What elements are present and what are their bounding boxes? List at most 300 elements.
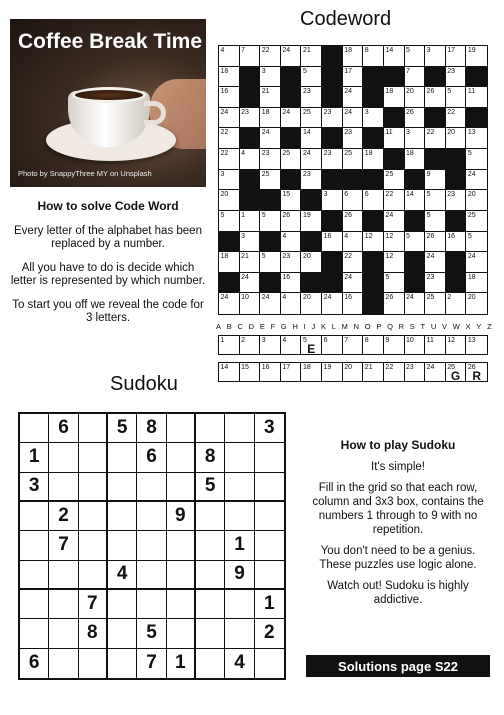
codeword-cell[interactable]: 24 [260, 128, 281, 149]
codeword-cell[interactable]: 5 [260, 252, 281, 273]
sudoku-given-cell: 7 [49, 531, 78, 560]
codeword-cell[interactable]: 21 [301, 46, 322, 67]
codeword-cell[interactable]: 11 [384, 128, 405, 149]
codeword-black-cell [363, 170, 384, 191]
sudoku-empty-cell[interactable] [108, 502, 137, 531]
sudoku-empty-cell[interactable] [225, 443, 254, 472]
sudoku-empty-cell[interactable] [137, 502, 166, 531]
sudoku-howto-paragraph: Fill in the grid so that each row, column and 3x3 box, contains the numbers 1 through to 9 with no repetition. [312, 482, 484, 536]
codeword-cell[interactable]: 24 [343, 108, 364, 129]
sudoku-empty-cell[interactable] [255, 502, 284, 531]
codeword-key-cell[interactable] [363, 336, 384, 354]
codeword-black-cell [363, 273, 384, 294]
codeword-title: Codeword [300, 8, 392, 30]
sudoku-empty-cell[interactable] [137, 590, 166, 619]
alphabet-letter: F [270, 322, 276, 331]
sudoku-empty-cell[interactable] [196, 414, 225, 443]
sudoku-given-cell: 6 [49, 414, 78, 443]
codeword-cell[interactable]: 5 [425, 211, 446, 232]
sudoku-given-cell: 5 [196, 473, 225, 502]
codeword-black-cell [363, 67, 384, 88]
codeword-black-cell [240, 67, 261, 88]
codeword-cell[interactable]: 2 [446, 293, 467, 314]
codeword-key-cell[interactable] [363, 363, 384, 381]
codeword-cell[interactable]: 14 [301, 128, 322, 149]
codeword-cell[interactable]: 20 [219, 190, 240, 211]
sudoku-empty-cell[interactable] [108, 619, 137, 648]
sudoku-empty-cell[interactable] [20, 502, 49, 531]
sudoku-empty-cell[interactable] [108, 649, 137, 678]
sudoku-given-cell: 1 [167, 649, 196, 678]
alphabet-letter: I [303, 322, 306, 331]
codeword-cell[interactable]: 23 [446, 67, 467, 88]
sudoku-howto-paragraph: You don't need to be a genius. These puzzles use logic alone. [319, 545, 477, 571]
codeword-cell[interactable]: 10 [240, 293, 261, 314]
sudoku-howto-paragraph: It's simple! [371, 461, 425, 473]
sudoku-empty-cell[interactable] [167, 443, 196, 472]
codeword-key-number: 12 [447, 337, 456, 344]
codeword-cell[interactable]: 20 [467, 294, 476, 302]
codeword-cell[interactable]: 12 [363, 232, 384, 253]
codeword-cell[interactable]: 5 [466, 232, 487, 253]
codeword-key-number: 3 [261, 337, 266, 344]
codeword-cell[interactable]: 24 [466, 170, 487, 191]
sudoku-given-cell: 1 [20, 443, 49, 472]
codeword-cell[interactable]: 20 [405, 87, 426, 108]
codeword-key-cell[interactable] [322, 336, 343, 354]
codeword-cell[interactable]: 23 [240, 108, 261, 129]
codeword-black-cell [405, 252, 426, 273]
codeword-cell[interactable]: 17 [343, 67, 364, 88]
codeword-cell[interactable]: 19 [301, 211, 322, 232]
codeword-cell[interactable]: 3 [322, 190, 343, 211]
codeword-cell[interactable]: 5 [405, 46, 426, 67]
codeword-black-cell [219, 232, 240, 253]
codeword-black-cell [363, 211, 384, 232]
solutions-banner: Solutions page S22 [306, 655, 490, 677]
codeword-cell[interactable]: 16 [446, 232, 467, 253]
codeword-key-cell[interactable] [343, 363, 364, 381]
codeword-black-cell [301, 232, 322, 253]
codeword-cell[interactable]: 20 [466, 190, 487, 211]
sudoku-empty-cell[interactable] [79, 414, 108, 443]
codeword-cell[interactable]: 16 [219, 87, 240, 108]
codeword-black-cell [322, 87, 343, 108]
alphabet-letter: A [216, 322, 222, 331]
sudoku-given-cell: 7 [79, 590, 108, 619]
sudoku-empty-cell[interactable] [196, 619, 225, 648]
sudoku-given-cell: 8 [79, 619, 108, 648]
codeword-cell[interactable]: 4 [343, 232, 364, 253]
codeword-cell[interactable]: 23 [301, 170, 322, 191]
codeword-key-cell[interactable] [301, 363, 322, 381]
codeword-cell[interactable]: 23 [281, 252, 302, 273]
codeword-black-cell [405, 211, 426, 232]
alphabet-letter: L [331, 322, 336, 331]
sudoku-given-cell: 5 [108, 414, 137, 443]
codeword-cell[interactable]: 24 [405, 293, 426, 314]
sudoku-empty-cell[interactable] [196, 531, 225, 560]
codeword-key-number: 2 [241, 337, 246, 344]
codeword-cell[interactable]: 16 [281, 273, 302, 294]
codeword-black-cell [363, 128, 384, 149]
sudoku-empty-cell[interactable] [108, 443, 137, 472]
codeword-cell[interactable]: 3 [240, 232, 261, 253]
codeword-cell[interactable]: 22 [446, 108, 467, 129]
codeword-cell[interactable]: 4 [219, 46, 240, 67]
codeword-black-cell [301, 273, 322, 294]
codeword-black-cell [446, 273, 467, 294]
codeword-cell[interactable]: 24 [322, 293, 343, 314]
codeword-cell[interactable]: 20 [446, 128, 467, 149]
sudoku-empty-cell[interactable] [255, 531, 284, 560]
codeword-key-row-2 [218, 362, 488, 382]
codeword-cell[interactable]: 24 [466, 252, 487, 273]
codeword-cell[interactable]: 18 [363, 149, 384, 170]
codeword-black-cell [425, 149, 446, 170]
sudoku-empty-cell[interactable] [167, 590, 196, 619]
codeword-black-cell [446, 149, 467, 170]
codeword-cell[interactable]: 5 [446, 87, 467, 108]
codeword-cell[interactable]: 19 [466, 46, 487, 67]
codeword-cell[interactable]: 25 [466, 211, 487, 232]
sudoku-given-cell: 6 [137, 443, 166, 472]
codeword-cell[interactable]: 22 [219, 149, 240, 170]
codeword-cell[interactable]: 3 [363, 108, 384, 129]
codeword-key-cell[interactable] [219, 363, 240, 381]
codeword-black-cell [322, 211, 343, 232]
codeword-cell[interactable]: 24 [281, 46, 302, 67]
codeword-key-cell[interactable] [240, 336, 261, 354]
codeword-cell[interactable]: 18 [466, 273, 487, 294]
sudoku-empty-cell[interactable] [20, 561, 49, 590]
codeword-black-cell [384, 67, 405, 88]
codeword-cell[interactable]: 23 [446, 190, 467, 211]
codeword-cell[interactable]: 12 [384, 252, 405, 273]
codeword-cell[interactable]: 21 [260, 87, 281, 108]
codeword-key-number: 21 [364, 364, 373, 371]
codeword-key-cell[interactable] [425, 363, 446, 381]
sudoku-empty-cell[interactable] [49, 590, 78, 619]
codeword-key-cell[interactable] [384, 363, 405, 381]
sudoku-empty-cell[interactable] [167, 414, 196, 443]
codeword-key-cell[interactable] [466, 363, 487, 381]
sudoku-empty-cell[interactable] [167, 531, 196, 560]
codeword-black-cell [425, 67, 446, 88]
codeword-black-cell [281, 128, 302, 149]
sudoku-empty-cell[interactable] [167, 473, 196, 502]
codeword-key-number: 14 [220, 364, 229, 371]
codeword-cell[interactable]: 16 [343, 293, 364, 314]
codeword-cell[interactable]: 14 [405, 190, 426, 211]
sudoku-given-cell: 2 [255, 619, 284, 648]
codeword-key-cell[interactable] [240, 363, 261, 381]
codeword-key-number: 23 [406, 364, 414, 371]
codeword-cell[interactable]: 23 [260, 149, 281, 170]
codeword-cell[interactable]: 18 [219, 252, 240, 273]
codeword-cell[interactable]: 6 [363, 190, 384, 211]
codeword-key-cell[interactable] [260, 336, 281, 354]
sudoku-given-cell: 9 [225, 561, 254, 590]
alphabet-letter: E [259, 322, 265, 331]
codeword-cell[interactable]: 5 [219, 211, 240, 232]
codeword-cell[interactable]: 3 [219, 170, 240, 191]
codeword-key-number: 6 [323, 337, 328, 344]
codeword-cell[interactable]: 16 [322, 232, 343, 253]
codeword-cell[interactable]: 22 [425, 128, 446, 149]
codeword-cell[interactable]: 4 [240, 149, 261, 170]
codeword-cell[interactable]: 25 [343, 149, 364, 170]
codeword-cell[interactable]: 3 [425, 46, 446, 67]
codeword-key-cell[interactable] [281, 363, 302, 381]
codeword-cell[interactable]: 9 [425, 170, 446, 191]
sudoku-empty-cell[interactable] [79, 502, 108, 531]
sudoku-empty-cell[interactable] [108, 531, 137, 560]
codeword-cell[interactable]: 12 [384, 232, 405, 253]
codeword-key-number: 8 [364, 337, 369, 344]
sudoku-empty-cell[interactable] [49, 443, 78, 472]
codeword-cell[interactable]: 6 [343, 190, 364, 211]
codeword-key-cell[interactable] [260, 363, 281, 381]
codeword-black-cell [425, 108, 446, 129]
codeword-cell[interactable]: 5 [466, 149, 487, 170]
sudoku-given-cell: 9 [167, 502, 196, 531]
sudoku-empty-cell[interactable] [196, 590, 225, 619]
alphabet-letter: J [311, 322, 316, 331]
codeword-cell[interactable]: 22 [343, 252, 364, 273]
sudoku-empty-cell[interactable] [225, 619, 254, 648]
codeword-key-cell[interactable] [446, 363, 467, 381]
sudoku-empty-cell[interactable] [137, 531, 166, 560]
codeword-cell[interactable]: 24 [240, 273, 261, 294]
sudoku-empty-cell[interactable] [137, 561, 166, 590]
sudoku-empty-cell[interactable] [225, 590, 254, 619]
codeword-key-number: 19 [323, 364, 332, 371]
codeword-cell[interactable]: 23 [343, 128, 364, 149]
alphabet-letter: U [430, 322, 437, 331]
alphabet-row [216, 322, 492, 331]
codeword-cell[interactable]: 25 [425, 293, 446, 314]
sudoku-empty-cell[interactable] [137, 473, 166, 502]
sudoku-given-cell: 2 [49, 502, 78, 531]
codeword-cell[interactable]: 24 [343, 273, 364, 294]
codeword-cell[interactable]: 18 [260, 108, 281, 129]
codeword-cell[interactable]: 5 [405, 232, 426, 253]
sudoku-empty-cell[interactable] [255, 561, 284, 590]
codeword-black-cell [363, 87, 384, 108]
sudoku-empty-cell[interactable] [79, 473, 108, 502]
codeword-cell[interactable]: 5 [260, 211, 281, 232]
sudoku-given-cell: 4 [108, 561, 137, 590]
sudoku-empty-cell[interactable] [225, 502, 254, 531]
alphabet-letter: C [237, 322, 243, 331]
sudoku-empty-cell[interactable] [49, 649, 78, 678]
sudoku-empty-cell[interactable] [20, 590, 49, 619]
codeword-cell[interactable]: 23 [322, 149, 343, 170]
codeword-cell[interactable]: 23 [322, 108, 343, 129]
sudoku-empty-cell[interactable] [108, 473, 137, 502]
codeword-key-cell[interactable] [301, 336, 322, 354]
codeword-cell[interactable]: 5 [384, 273, 405, 294]
codeword-black-cell [322, 273, 343, 294]
codeword-cell[interactable]: 5 [425, 190, 446, 211]
photo-credit: Photo by SnappyThree MY on Unsplash [18, 169, 152, 178]
sudoku-empty-cell[interactable] [49, 473, 78, 502]
codeword-black-cell [240, 128, 261, 149]
codeword-black-cell [405, 170, 426, 191]
codeword-cell[interactable]: 26 [425, 232, 446, 253]
codeword-key-letter: R [472, 369, 482, 383]
codeword-cell[interactable]: 24 [260, 293, 281, 314]
codeword-cell[interactable]: 18 [343, 46, 364, 67]
alphabet-letter: N [353, 322, 359, 331]
codeword-black-cell [281, 170, 302, 191]
sudoku-empty-cell[interactable] [255, 473, 284, 502]
codeword-cell[interactable]: 21 [240, 252, 261, 273]
sudoku-empty-cell[interactable] [108, 590, 137, 619]
codeword-key-number: 17 [282, 364, 291, 371]
codeword-cell[interactable]: 23 [301, 87, 322, 108]
alphabet-letter: O [364, 322, 371, 331]
photo-title: Coffee Break Time [18, 30, 203, 53]
codeword-cell[interactable]: 25 [384, 170, 405, 191]
codeword-cell[interactable]: 23 [425, 273, 446, 294]
codeword-cell[interactable]: 3 [405, 128, 426, 149]
codeword-cell[interactable]: 24 [384, 211, 405, 232]
codeword-cell[interactable]: 24 [281, 108, 302, 129]
codeword-cell[interactable]: 20 [301, 252, 322, 273]
codeword-cell[interactable]: 14 [384, 46, 405, 67]
sudoku-empty-cell[interactable] [167, 619, 196, 648]
sudoku-grid [18, 412, 286, 680]
codeword-cell[interactable]: 26 [281, 211, 302, 232]
codeword-cell[interactable]: 7 [240, 46, 261, 67]
codeword-cell[interactable]: 26 [405, 108, 426, 129]
alphabet-letter: D [248, 322, 255, 331]
sudoku-empty-cell[interactable] [20, 414, 49, 443]
codeword-cell[interactable]: 25 [281, 149, 302, 170]
codeword-key-cell[interactable] [322, 363, 343, 381]
codeword-cell[interactable]: 26 [384, 293, 405, 314]
codeword-key-cell[interactable] [405, 336, 426, 354]
codeword-black-cell [260, 190, 281, 211]
sudoku-empty-cell[interactable] [255, 649, 284, 678]
codeword-black-cell [446, 211, 467, 232]
codeword-cell[interactable]: 8 [363, 46, 384, 67]
codeword-cell[interactable]: 18 [405, 149, 426, 170]
codeword-cell[interactable]: 26 [343, 211, 364, 232]
codeword-cell[interactable]: 24 [343, 87, 364, 108]
alphabet-letter: Y [476, 322, 482, 331]
codeword-cell[interactable]: 4 [281, 232, 302, 253]
codeword-key-number: 26 [467, 364, 476, 371]
codeword-cell[interactable]: 17 [446, 46, 467, 67]
codeword-cell[interactable]: 18 [384, 87, 405, 108]
codeword-black-cell [446, 252, 467, 273]
sudoku-empty-cell[interactable] [196, 649, 225, 678]
sudoku-empty-cell[interactable] [225, 414, 254, 443]
sudoku-empty-cell[interactable] [49, 561, 78, 590]
codeword-key-number: 15 [241, 364, 249, 371]
sudoku-empty-cell[interactable] [196, 502, 225, 531]
codeword-key-cell[interactable] [219, 336, 240, 354]
sudoku-empty-cell[interactable] [20, 531, 49, 560]
codeword-black-cell [322, 67, 343, 88]
codeword-key-cell[interactable] [446, 336, 467, 354]
codeword-key-cell[interactable] [384, 336, 405, 354]
codeword-cell[interactable]: 13 [466, 128, 487, 149]
codeword-black-cell [301, 190, 322, 211]
codeword-key-cell[interactable] [343, 336, 364, 354]
codeword-key-cell[interactable] [466, 336, 487, 354]
codeword-key-cell[interactable] [405, 363, 426, 381]
codeword-black-cell [281, 87, 302, 108]
codeword-cell[interactable]: 22 [219, 128, 240, 149]
sudoku-howto-paragraph: Watch out! Sudoku is highly addictive. [327, 580, 469, 606]
sudoku-empty-cell[interactable] [20, 619, 49, 648]
sudoku-empty-cell[interactable] [167, 561, 196, 590]
codeword-key-number: 9 [385, 337, 390, 344]
codeword-cell[interactable]: 24 [425, 252, 446, 273]
sudoku-empty-cell[interactable] [79, 531, 108, 560]
codeword-cell[interactable]: 11 [466, 87, 487, 108]
sudoku-given-cell: 6 [20, 649, 49, 678]
codeword-black-cell [322, 46, 343, 67]
sudoku-empty-cell[interactable] [196, 561, 225, 590]
sudoku-given-cell: 1 [255, 590, 284, 619]
codeword-cell[interactable]: 24 [301, 149, 322, 170]
codeword-cell[interactable]: 26 [425, 87, 446, 108]
codeword-cell[interactable]: 25 [301, 108, 322, 129]
sudoku-empty-cell[interactable] [79, 443, 108, 472]
codeword-cell[interactable]: 1 [240, 211, 261, 232]
codeword-key-number: 25 [447, 364, 456, 371]
codeword-black-cell [343, 170, 364, 191]
codeword-cell[interactable]: 20 [301, 293, 322, 314]
codeword-cell[interactable]: 22 [384, 190, 405, 211]
sudoku-empty-cell[interactable] [255, 443, 284, 472]
codeword-black-cell [363, 293, 384, 314]
codeword-black-cell [240, 87, 261, 108]
codeword-cell[interactable]: 24 [219, 293, 240, 314]
codeword-cell[interactable]: 3 [260, 67, 281, 88]
codeword-cell[interactable]: 18 [219, 67, 240, 88]
alphabet-letter: W [452, 322, 460, 331]
codeword-cell[interactable]: 22 [260, 46, 281, 67]
codeword-key-row-1 [218, 335, 488, 355]
codeword-cell[interactable]: 5 [301, 67, 322, 88]
codeword-key-cell[interactable] [425, 336, 446, 354]
alphabet-letter: P [376, 322, 382, 331]
codeword-cell[interactable]: 7 [405, 67, 426, 88]
codeword-cell[interactable]: 15 [281, 190, 302, 211]
sudoku-empty-cell[interactable] [79, 561, 108, 590]
alphabet-letter: Z [487, 322, 492, 331]
codeword-key-number: 24 [426, 364, 435, 371]
codeword-cell[interactable]: 25 [260, 170, 281, 191]
sudoku-empty-cell[interactable] [79, 649, 108, 678]
sudoku-given-cell: 4 [225, 649, 254, 678]
sudoku-given-cell: 5 [137, 619, 166, 648]
sudoku-given-cell: 7 [137, 649, 166, 678]
sudoku-empty-cell[interactable] [225, 473, 254, 502]
codeword-cell[interactable]: 4 [281, 293, 302, 314]
codeword-cell[interactable]: 24 [219, 108, 240, 129]
codeword-key-cell[interactable] [281, 336, 302, 354]
sudoku-empty-cell[interactable] [49, 619, 78, 648]
codeword-key-number: 22 [385, 364, 394, 371]
codeword-black-cell [219, 273, 240, 294]
